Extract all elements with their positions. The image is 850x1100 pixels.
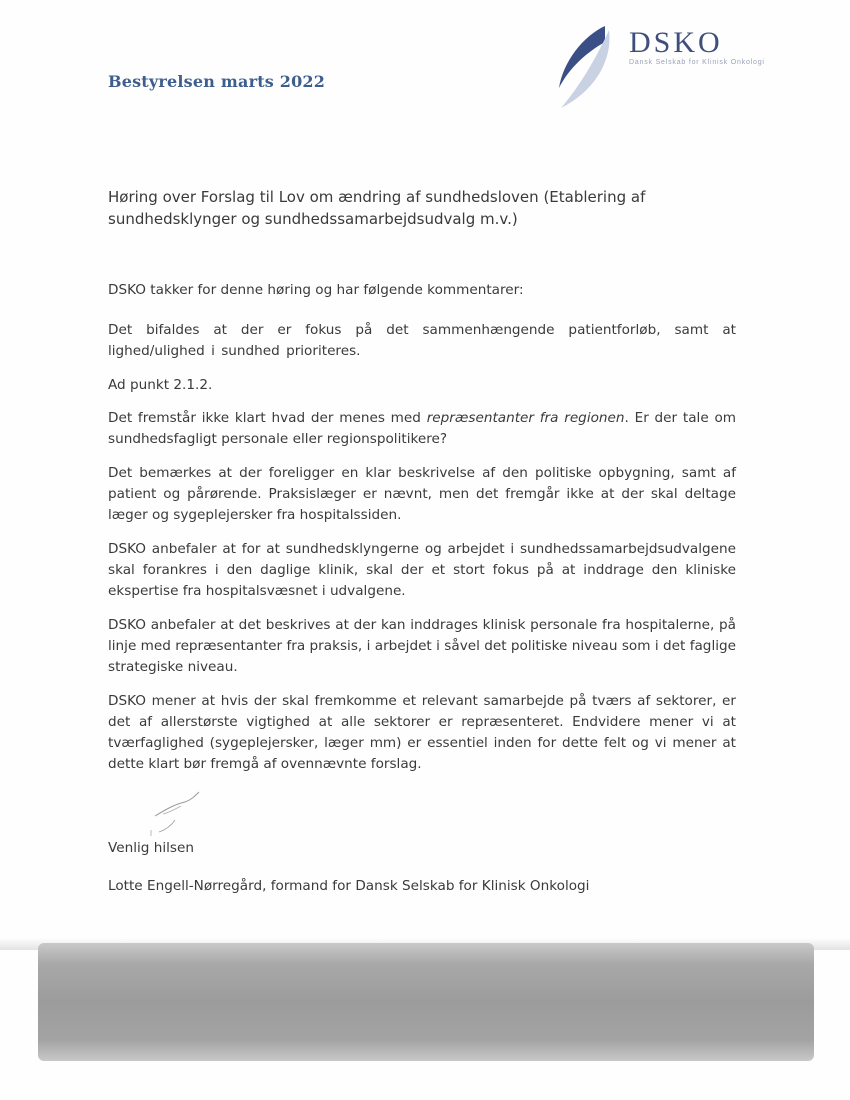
dsko-logo [553, 22, 803, 112]
logo-subtitle: Dansk Selskab for Klinisk Onkologi [629, 59, 765, 66]
paragraph-5: DSKO anbefaler at det beskrives at der kan inddrages klinisk personale fra hospitalerne, på linje med repræsentanter fra praksis, i arbejdet i såvel det politiske niveau som i det faglige strategiske niveau. [108, 617, 736, 675]
paragraph-3: Det bemærkes at der foreligger en klar beskrivelse af den politiske opbygning, samt af patient og pårørende. Praksislæger er nævnt, men det fremgår ikke at der skal deltage læger og sygeplejersker fra hospitalssiden. [108, 465, 736, 523]
paragraph-2-emphasis: repræsentanter fra regionen [426, 410, 625, 426]
paragraph-2 [108, 408, 736, 450]
logo-wordmark: DSKO [629, 26, 723, 59]
sail-logo-icon [553, 22, 633, 112]
scan-artifact-bar [38, 943, 814, 1061]
paragraph-4: DSKO anbefaler at for at sundhedsklyngerne og arbejdet i sundhedssamarbejdsudvalgene skal forankres i den daglige klinik, skal der et stort fokus på at inddrage den kliniske ekspertise fra hospitalsvæsnet i udvalgene. [108, 541, 736, 599]
paragraph-6: DSKO mener at hvis der skal fremkomme et relevant samarbejde på tværs af sektorer, er det af allerstørste vigtighed at alle sektorer er repræsenteret. Endvidere mener vi at tværfaglighed (sygeplejersker, læger mm) er essentiel inden for dette felt og vi mener at dette klart bør fremgå af ovennævnte forslag. [108, 693, 736, 772]
closing-salutation: Venlig hilsen [108, 840, 194, 856]
signer-line: Lotte Engell-Nørregård, formand for Dansk Selskab for Klinisk Onkologi [108, 878, 590, 894]
paragraph-1: Det bifaldes at der er fokus på det sammenhængende patientforløb, samt at lighed/ulighed i sundhed prioriteres. [108, 322, 736, 359]
paragraph-2-start: Det fremstår ikke klart hvad der menes med [108, 410, 427, 426]
intro-paragraph: DSKO takker for denne høring og har følgende kommentarer: [108, 282, 524, 298]
letter-subject: Høring over Forslag til Lov om ændring af sundhedsloven (Etablering af sundhedsklynger og sundhedssamarbejdsudvalg m.v.) [108, 188, 646, 228]
board-heading: Bestyrelsen marts 2022 [108, 72, 326, 91]
handwritten-signature [145, 786, 215, 838]
ad-point-paragraph: Ad punkt 2.1.2. [108, 377, 213, 393]
paragraph-2-end: . Er der tale om sundhedsfagligt personale eller regionspolitikere? [108, 410, 737, 447]
letter-body [108, 280, 736, 788]
